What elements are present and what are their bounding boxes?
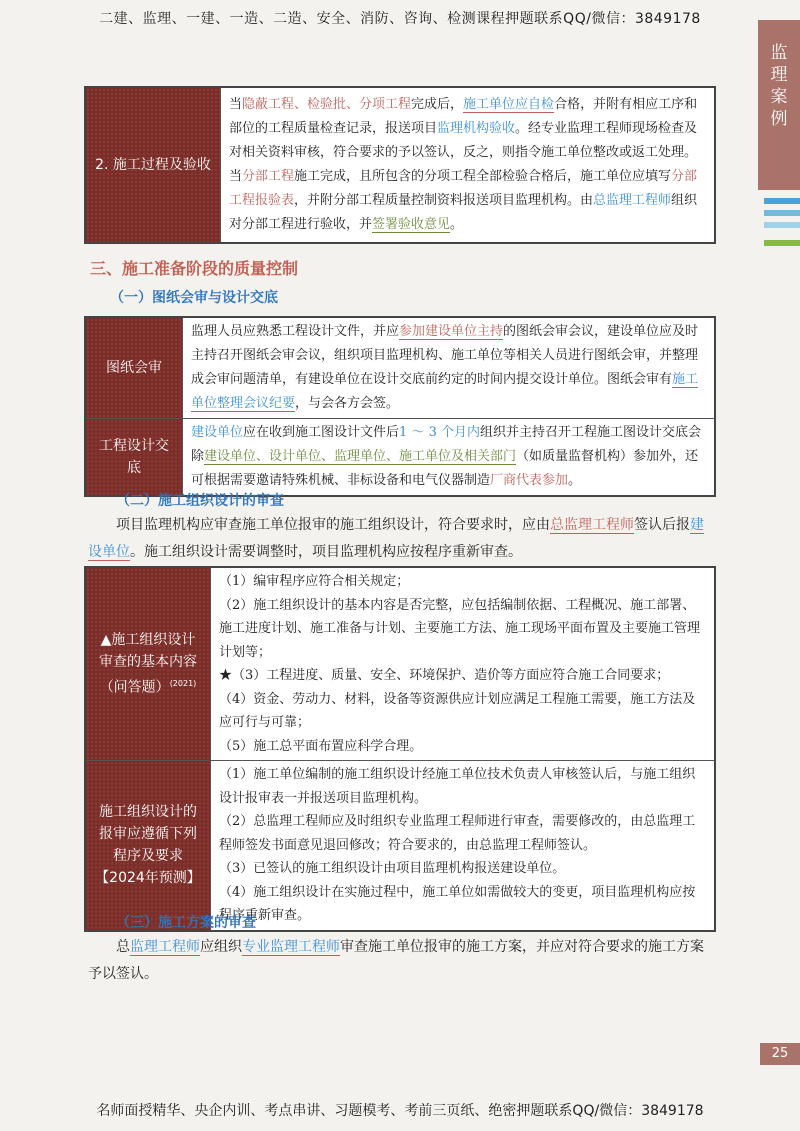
construction-org-design-table (84, 566, 716, 932)
row-header: ▲施工组织设计审查的基本内容（问答题）$^{(2021)}$ (85, 567, 211, 761)
drawing-review-table (84, 316, 716, 497)
process-acceptance-table (84, 86, 716, 244)
list-item: （4）资金、劳动力、材料，设备等资源供应计划应满足工程施工需要，施工方法及应可行与可靠； (219, 691, 696, 730)
section-tab (758, 20, 800, 190)
row-header: 图纸会审 (85, 317, 183, 419)
bottom-banner: 名师面授精华、央企内训、考点串讲、习题模考、考前三页纸、绝密押题联系QQ/微信：3849178 (96, 1103, 704, 1119)
list-item: （2）总监理工程师应及时组织专业监理工程师进行审查，需要修改的，由总监理工程师签发书面意见退回修改；符合要求的，由总监理工程师签认。 (219, 814, 696, 853)
list-item: （1）编审程序应符合相关规定； (219, 574, 410, 589)
tab-char: 案 (770, 87, 788, 107)
list-item: （3）已签认的施工组织设计由项目监理机构报送建设单位。 (219, 861, 566, 876)
tab-char: 例 (770, 109, 788, 129)
row-content (211, 567, 716, 761)
tab-char: 理 (770, 65, 788, 85)
row-content: 监理人员应熟悉工程设计文件，并应参加建设单位主持的图纸会审会议，建设单位应及时主持召开图纸会审会议，组织项目监理机构、施工单位等相关人员进行图纸会审，并整理成会审问题清单，有建设单位在设计交底前约定的时间内提交设计单位。图纸会审有施工单位整理会议纪要，与会各方会签。 (183, 317, 716, 419)
row-header: 2. 施工过程及验收 (85, 87, 221, 243)
subsection-title: （三）施工方案的审查 (116, 915, 256, 931)
row-content (221, 87, 716, 243)
paragraph: 当隐蔽工程、检验批、分项工程完成后，施工单位应自检合格，并附有相应工序和部位的工程质量检查记录，报送项目监理机构验收。经专业监理工程师现场检查及对相关资料审核，符合要求的予以签认，反之，则指令施工单位整改或返工处理。 (229, 97, 698, 160)
section-title: 三、施工准备阶段的质量控制 (90, 259, 299, 278)
list-item: （5）施工总平面布置应科学合理。 (219, 738, 423, 754)
top-banner: 二建、监理、一建、一造、二造、安全、消防、咨询、检测课程押题联系QQ/微信：3849178 (99, 11, 701, 27)
row-content: 建设单位应在收到施工图设计文件后1 ～ 3 个月内组织并主持召开工程施工图设计交底会除建设单位、设计单位、监理单位、施工单位及相关部门（如质量监督机构）参加外，还可根据需要邀请特殊机械、非标设备和电气仪器制造厂商代表参加。 (183, 419, 716, 497)
subsection-title: （一）图纸会审与设计交底 (110, 290, 278, 306)
color-stripe (764, 222, 800, 228)
row-header: 工程设计交底 (85, 419, 183, 497)
list-item: （4）施工组织设计在实施过程中，施工单位如需做较大的变更，项目监理机构应按程序重新审查。 (219, 884, 696, 923)
row-header: 施工组织设计的报审应遵循下列程序及要求【2024年预测】 (85, 761, 211, 931)
color-stripe (764, 210, 800, 216)
color-stripe (764, 240, 800, 246)
page-number: 25 (760, 1043, 800, 1065)
list-item: （1）施工单位编制的施工组织设计经施工单位技术负责人审核签认后，与施工组织设计报审表一并报送项目监理机构。 (219, 767, 696, 806)
list-item: （2）施工组织设计的基本内容是否完整，应包括编制依据、工程概况、施工部署、施工进度计划、施工准备与计划、主要施工方法、施工现场平面布置及主要施工管理计划等； (219, 597, 701, 660)
paragraph: 当分部工程施工完成，且所包含的分项工程全部检验合格后，施工单位应填写分部工程报验表，并附分部工程质量控制资料报送项目监理机构。由总监理工程师组织对分部工程进行验收，并签署验收意见。 (229, 169, 698, 232)
paragraph: 项目监理机构应审查施工单位报审的施工组织设计，符合要求时，应由总监理工程师签认后报建设单位。施工组织设计需要调整时，项目监理机构应按程序重新审查。 (88, 517, 704, 560)
subsection-title: （二）施工组织设计的审查 (116, 493, 284, 509)
color-stripe (764, 198, 800, 204)
tab-char: 监 (770, 43, 788, 63)
list-item: ★（3）工程进度、质量、安全、环境保护、造价等方面应符合施工合同要求； (219, 668, 670, 683)
row-content (211, 761, 716, 931)
paragraph: 总监理工程师应组织专业监理工程师审查施工单位报审的施工方案，并应对符合要求的施工方案予以签认。 (88, 939, 704, 982)
